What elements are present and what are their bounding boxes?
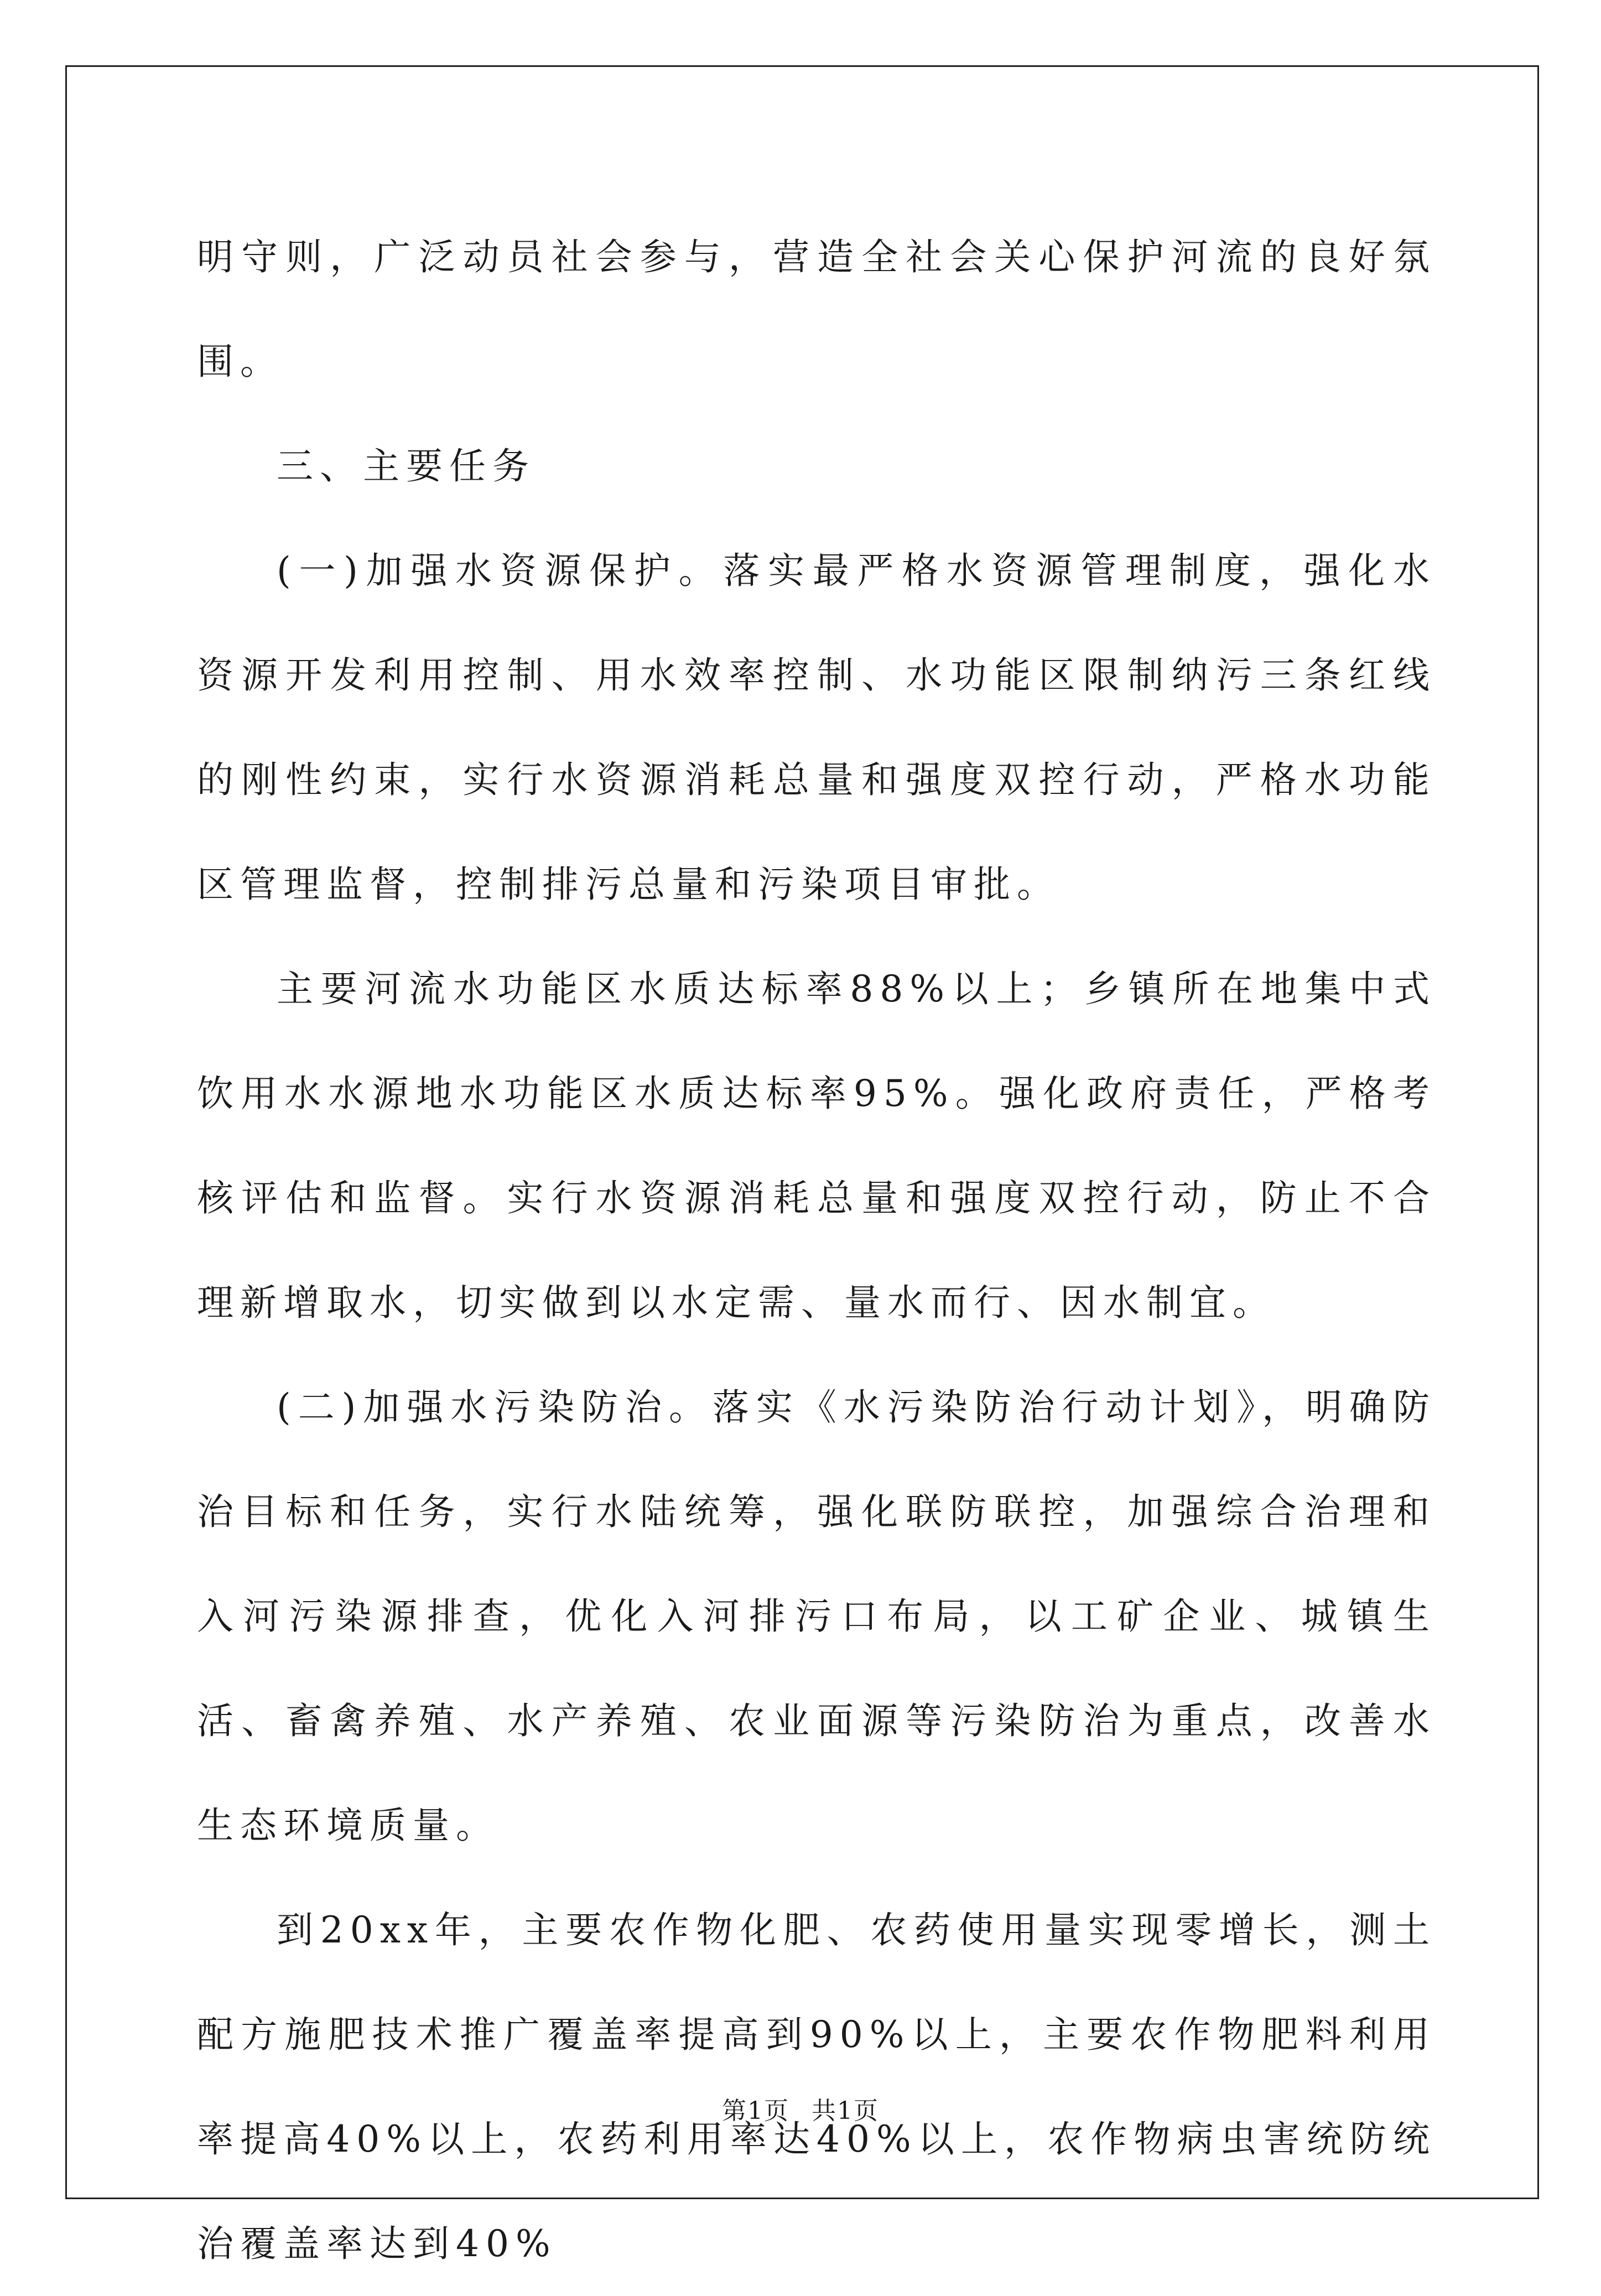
- section-heading: 三、主要任务: [277, 445, 536, 487]
- page-total: 共1页: [812, 2097, 879, 2125]
- page-footer: [0, 2095, 1601, 2128]
- paragraph-4: 主要河流水功能区水质达标率88%以上；乡镇所在地集中式饮用水水源地水功能区水质达标率95%。强化政府责任，严格考核评估和监督。实行水资源消耗总量和强度双控行动，防止不合理新增取水，切实做到以水定需、量水而行、因水制宜。: [197, 968, 1436, 1324]
- document-body: [197, 205, 1436, 2296]
- paragraph-1: 明守则，广泛动员社会参与，营造全社会关心保护河流的良好氛围。: [197, 236, 1436, 383]
- paragraph-6: 到20xx年，主要农作物化肥、农药使用量实现零增长，测土配方施肥技术推广覆盖率提高到90%以上，主要农作物肥料利用率提高40%以上，农药利用率达40%以上，农作物病虫害统防统治覆盖率达到40%: [197, 1909, 1436, 2265]
- paragraph-3: (一)加强水资源保护。落实最严格水资源管理制度，强化水资源开发利用控制、用水效率控制、水功能区限制纳污三条红线的刚性约束，实行水资源消耗总量和强度双控行动，严格水功能区管理监督，控制排污总量和污染项目审批。: [197, 549, 1436, 906]
- page-number: 第1页: [722, 2097, 789, 2125]
- paragraph-5: (二)加强水污染防治。落实《水污染防治行动计划》，明确防治目标和任务，实行水陆统筹，强化联防联控，加强综合治理和入河污染源排查，优化入河排污口布局，以工矿企业、城镇生活、畜禽养殖、水产养殖、农业面源等污染防治为重点，改善水生态环境质量。: [197, 1386, 1436, 1847]
